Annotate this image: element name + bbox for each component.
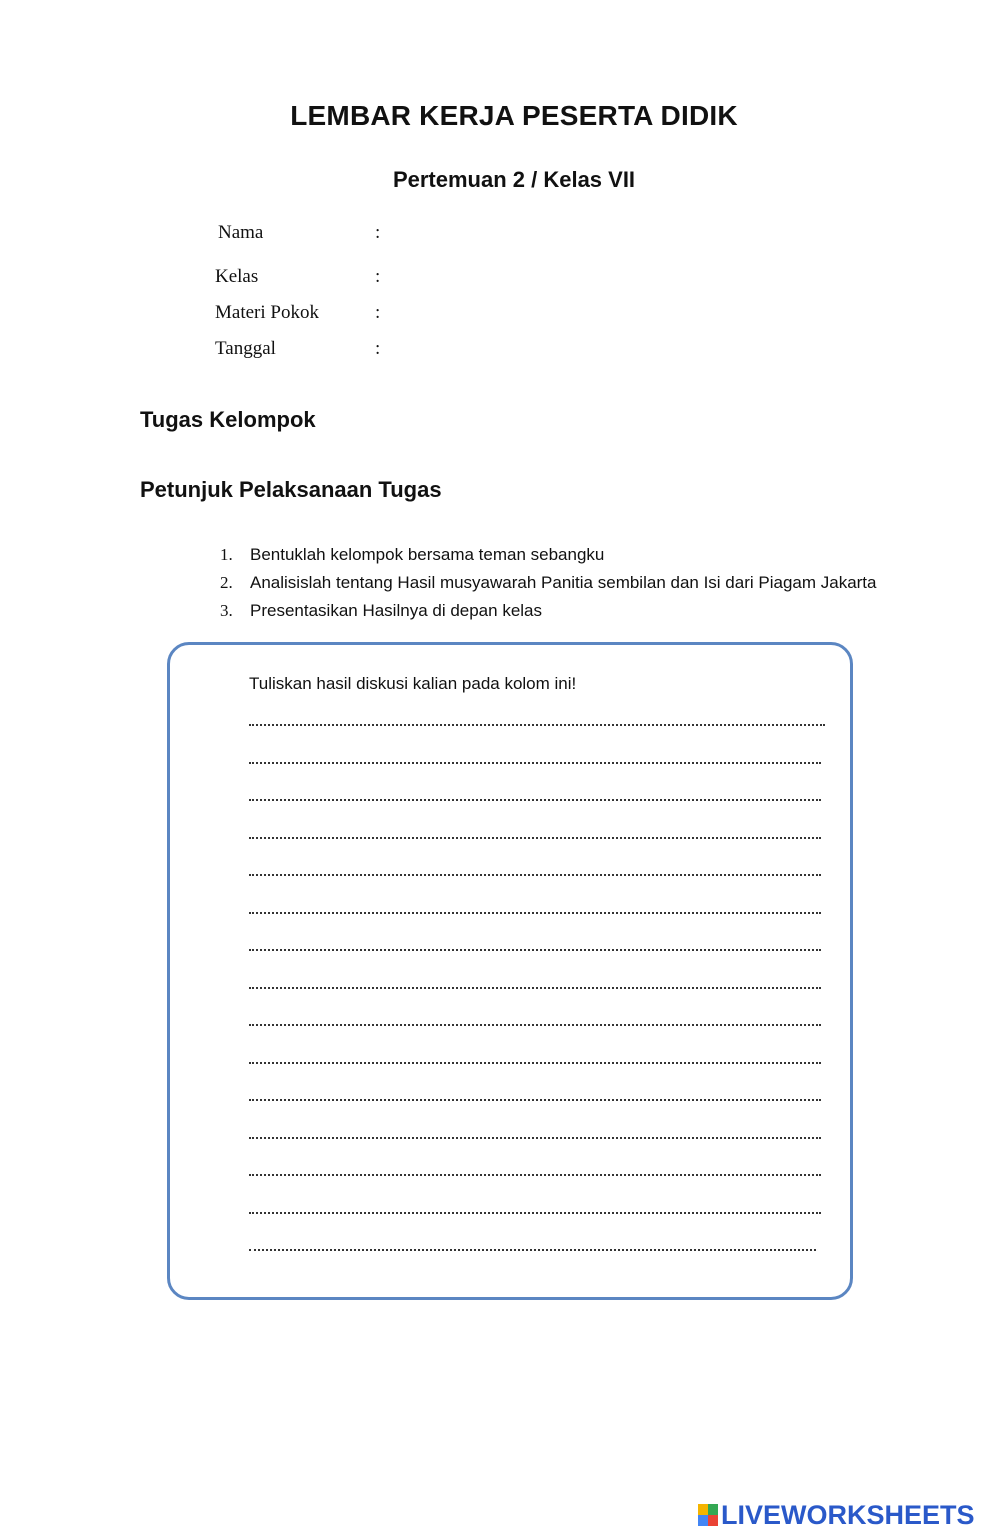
answer-line[interactable]	[249, 1174, 821, 1176]
identity-colon: :	[375, 338, 381, 359]
identity-colon: :	[375, 222, 381, 243]
identity-label: Nama	[218, 222, 264, 243]
identity-label: Kelas	[215, 266, 259, 287]
answer-box-instruction: Tuliskan hasil diskusi kalian pada kolom ini!	[249, 674, 577, 693]
liveworksheets-logo-icon	[698, 1504, 718, 1526]
list-item-text: Analisislah tentang Hasil musyawarah Panitia sembilan dan Isi dari Piagam Jakarta	[250, 573, 877, 592]
answer-line[interactable]	[249, 1137, 821, 1139]
list-item-number: 2.	[220, 573, 233, 592]
answer-line[interactable]	[249, 874, 821, 876]
liveworksheets-brand[interactable]	[698, 1500, 975, 1530]
answer-line[interactable]	[249, 799, 821, 801]
identity-colon: :	[375, 266, 381, 287]
instructions-heading: Petunjuk Pelaksanaan Tugas	[140, 477, 442, 502]
brand-name: LIVEWORKSHEETS	[721, 1499, 975, 1530]
answer-line[interactable]	[249, 1099, 821, 1101]
answer-line[interactable]	[249, 1249, 816, 1251]
list-item-number: 1.	[220, 545, 233, 564]
answer-line[interactable]	[249, 987, 821, 989]
worksheet-title: LEMBAR KERJA PESERTA DIDIK	[290, 100, 738, 131]
answer-line[interactable]	[249, 949, 821, 951]
answer-line[interactable]	[249, 1212, 821, 1214]
list-item-text: Presentasikan Hasilnya di depan kelas	[250, 601, 543, 620]
list-item-number: 3.	[220, 601, 233, 620]
answer-line[interactable]	[249, 762, 821, 764]
answer-line[interactable]	[249, 724, 825, 726]
identity-label: Materi Pokok	[215, 302, 319, 323]
answer-line[interactable]	[249, 912, 821, 914]
identity-colon: :	[375, 302, 381, 323]
group-task-heading: Tugas Kelompok	[140, 407, 316, 432]
worksheet-subtitle: Pertemuan 2 / Kelas VII	[392, 167, 636, 192]
answer-box[interactable]	[167, 642, 853, 1300]
answer-line[interactable]	[249, 1062, 821, 1064]
answer-line[interactable]	[249, 1024, 821, 1026]
answer-line[interactable]	[249, 837, 821, 839]
list-item-text: Bentuklah kelompok bersama teman sebangku	[250, 545, 605, 564]
identity-label: Tanggal	[215, 338, 276, 359]
